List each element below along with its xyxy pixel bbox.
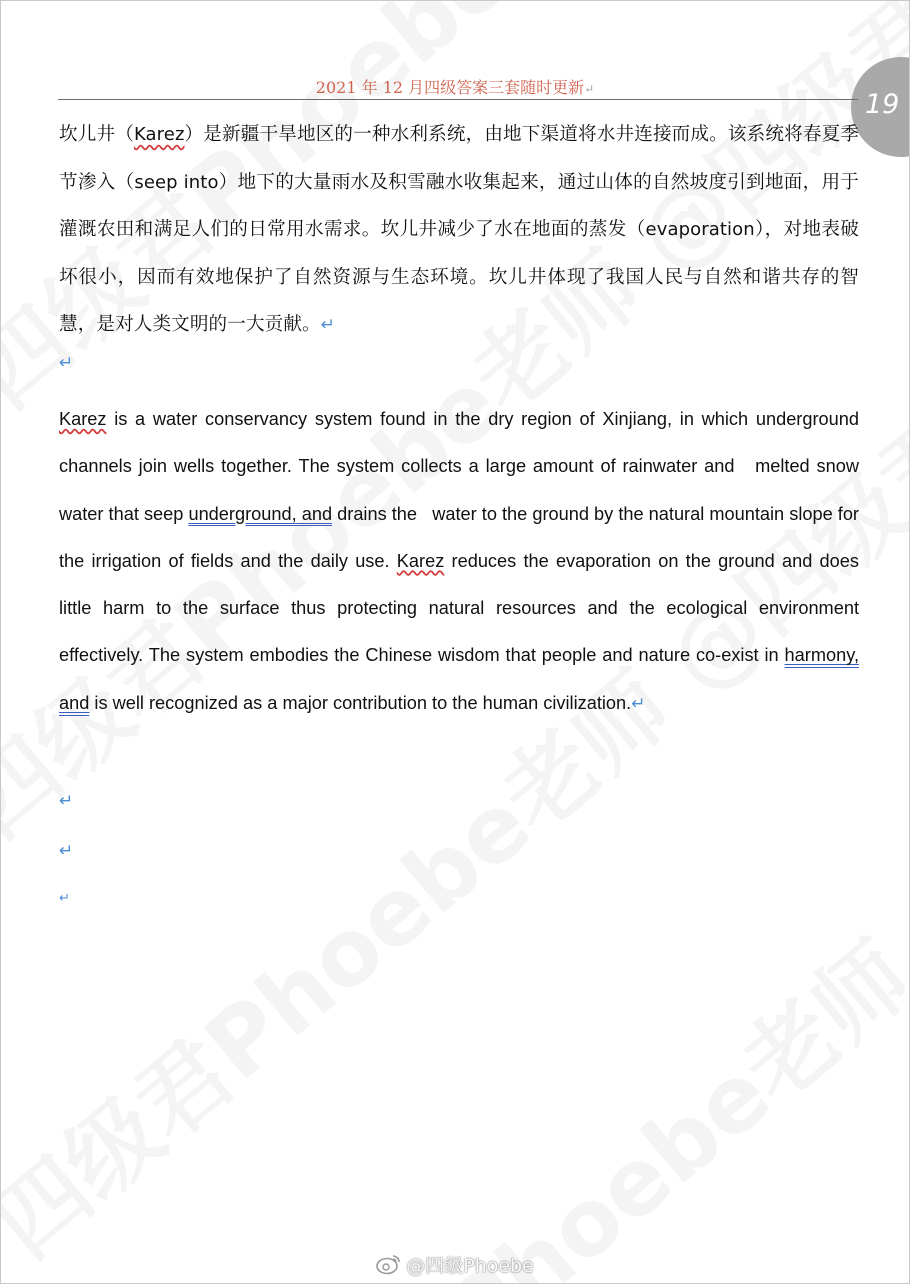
spelling-flag: Karez [133,124,185,145]
grammar-flag: underground, and [188,503,333,524]
weibo-watermark [1,1251,909,1280]
chinese-text: ）地下的大量雨水及积雪融水收集起来，通过山体的自然坡度引到地面，用于灌溉农田和满足人们的日常用水需求。坎儿井减少了水在地面的蒸发（ [59,171,860,240]
paragraph-mark-icon: ↵ [631,693,646,714]
page-header [1,75,909,98]
chinese-text: ），对地表破坏很小，因而有效地保护了自然资源与生态环境。坎儿井体现了我国人民与自然和谐共存的智慧，是对人类文明的一大贡献。 [59,219,859,335]
paragraph-mark-icon: ↵ [584,82,595,96]
header-title: 2021 年 12 月四级答案三套随时更新 [315,78,585,97]
page-number: 19 [865,89,900,120]
spelling-flag: Karez [396,550,445,571]
chinese-text: 坎儿井（ [59,124,134,145]
english-text: is a water conservancy system found in the dry region of Xinjiang, in which underground channels join wells together. The system collects a large amount of rainwater and melted snow water that seep [59,409,859,524]
english-text: reduces the evaporation on the ground and does little harm to the surface thus protecting natural resources and the ecological environment effectively. The system embodies the Chinese wisdom that people and nature co-exist in [59,550,859,666]
paragraph-mark-icon: ↵ [59,353,74,373]
spelling-flag: Karez [59,409,107,429]
chinese-paragraph [59,111,859,350]
header-rule [58,99,858,100]
english-text: drains the water to the ground by the natural mountain slope for the irrigation of fields and the daily use. [59,503,859,571]
english-paragraph [59,396,859,728]
english-text: is well recognized as a major contribution to the human civilization. [89,692,632,713]
chinese-text: ）是新疆干旱地区的一种水利系统，由地下渠道将水井连接而成。该系统将春夏季节渗入（ [59,124,859,193]
paragraph-mark-icon: ↵ [59,791,74,811]
paragraph-mark-icon: ↵ [59,841,74,861]
term-evaporation: evaporation [645,219,755,240]
paragraph-mark-icon: ↵ [59,891,70,906]
paragraph-mark-icon: ↵ [320,315,336,335]
weibo-handle: @四级Phoebe [406,1255,534,1277]
weibo-icon [376,1253,402,1280]
term-seep-into: seep into [134,171,219,193]
grammar-flag: harmony, and [59,645,859,713]
